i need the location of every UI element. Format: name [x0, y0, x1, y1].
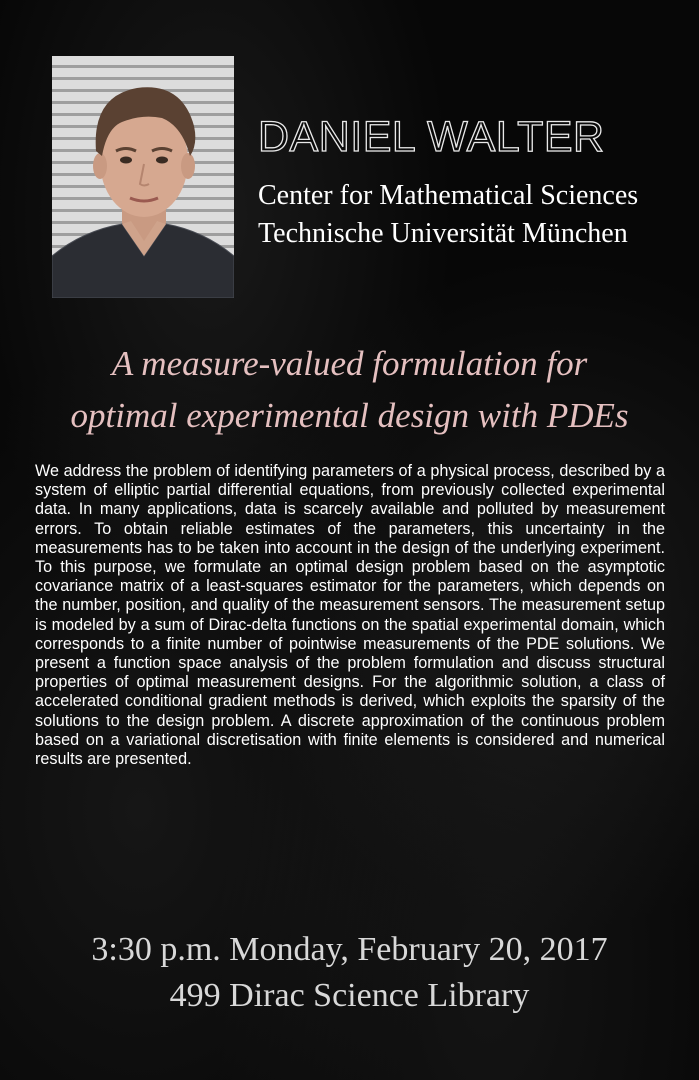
affiliation-line-1: Center for Mathematical Sciences — [258, 180, 639, 211]
affiliation-line-2: Technische Universität München — [258, 218, 628, 249]
event-datetime: 3:30 p.m. Monday, February 20, 2017 — [91, 931, 608, 968]
event-location: 499 Dirac Science Library — [169, 977, 530, 1014]
talk-title-line-1: A measure-valued formulation for — [111, 344, 588, 383]
talk-title-line-2: optimal experimental design with PDEs — [70, 396, 629, 435]
speaker-portrait-graphic — [52, 56, 234, 298]
speaker-photo — [52, 56, 234, 298]
talk-abstract: We address the problem of identifying parameters of a physical process, described by a system of elliptic partial differential equations, from previously collected experimental data. In many applications, data is scarcely available and polluted by measurement errors. To obtain reliable estimates of the parameters, this uncertainty in the measurements has to be taken into account in the design of the underlying experiment. To this purpose, we formulate an optimal design problem based on the asymptotic covariance matrix of a least-squares estimator for the parameters, which depends on the number, position, and quality of the measurement sensors. The measurement setup is modeled by a sum of Dirac-delta functions on the spatial experimental domain, which corresponds to a finite number of pointwise measurements of the PDE solutions. We present a function space analysis of the problem formulation and discuss structural properties of optimal measurement designs. For the algorithmic solution, a class of accelerated conditional gradient methods is derived, which exploits the sparsity of the solutions to the design problem. A discrete approximation of the continuous problem based on a variational discretisation with finite elements is considered and numerical results are presented. — [35, 462, 665, 769]
speaker-name: DANIEL WALTER — [258, 113, 605, 161]
